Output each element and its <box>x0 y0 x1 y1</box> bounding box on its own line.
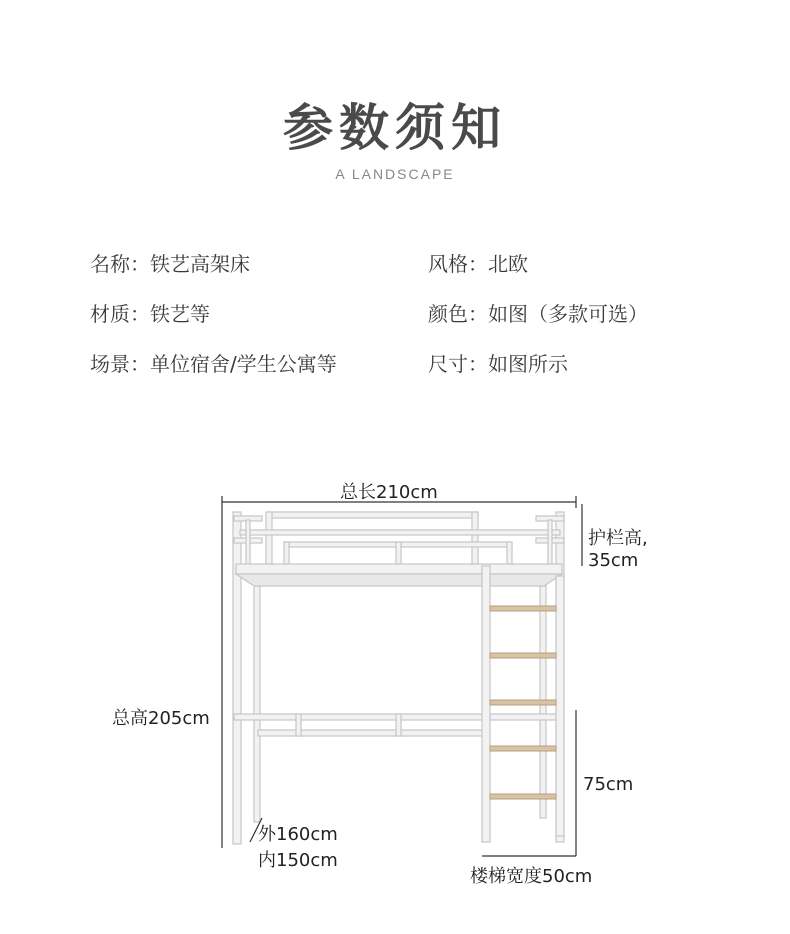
rail-height-label-1: 护栏高, <box>588 528 648 549</box>
total-length-label: 总长210cm <box>340 482 438 503</box>
ladder-step-5 <box>490 794 556 799</box>
ladder-lower-height-label: 75cm <box>583 774 634 795</box>
spec-material: 材质：铁艺等 <box>90 302 210 326</box>
spec-name: 名称：铁艺高架床 <box>90 252 250 276</box>
page-subtitle: A LANDSCAPE <box>335 166 455 182</box>
guard-top-rail <box>268 512 478 518</box>
guard-mid-rail <box>240 530 560 535</box>
ladder-width-label: 楼梯宽度50cm <box>470 866 593 887</box>
spec-size: 尺寸：如图所示 <box>428 352 568 376</box>
ladder-step-4 <box>490 746 556 751</box>
inner-width-label: 内150cm <box>258 850 338 871</box>
page-title: 参数须知 <box>283 98 507 157</box>
outer-width-label: 外160cm <box>258 824 338 845</box>
spec-style: 风格：北欧 <box>428 252 528 276</box>
ladder-left-rail <box>482 566 490 842</box>
total-height-label: 总高205cm <box>112 708 210 729</box>
spec-color: 颜色：如图（多款可选） <box>428 302 648 326</box>
upper-platform <box>236 564 562 574</box>
front-left-post <box>233 512 241 844</box>
ladder-step-3 <box>490 700 556 705</box>
back-left-post <box>254 586 260 822</box>
ladder-step-2 <box>490 653 556 658</box>
ladder-step-1 <box>490 606 556 611</box>
rail-height-label-2: 35cm <box>588 550 639 571</box>
spec-scene: 场景：单位宿舍/学生公寓等 <box>90 352 337 376</box>
ladder-right-rail <box>556 576 564 836</box>
